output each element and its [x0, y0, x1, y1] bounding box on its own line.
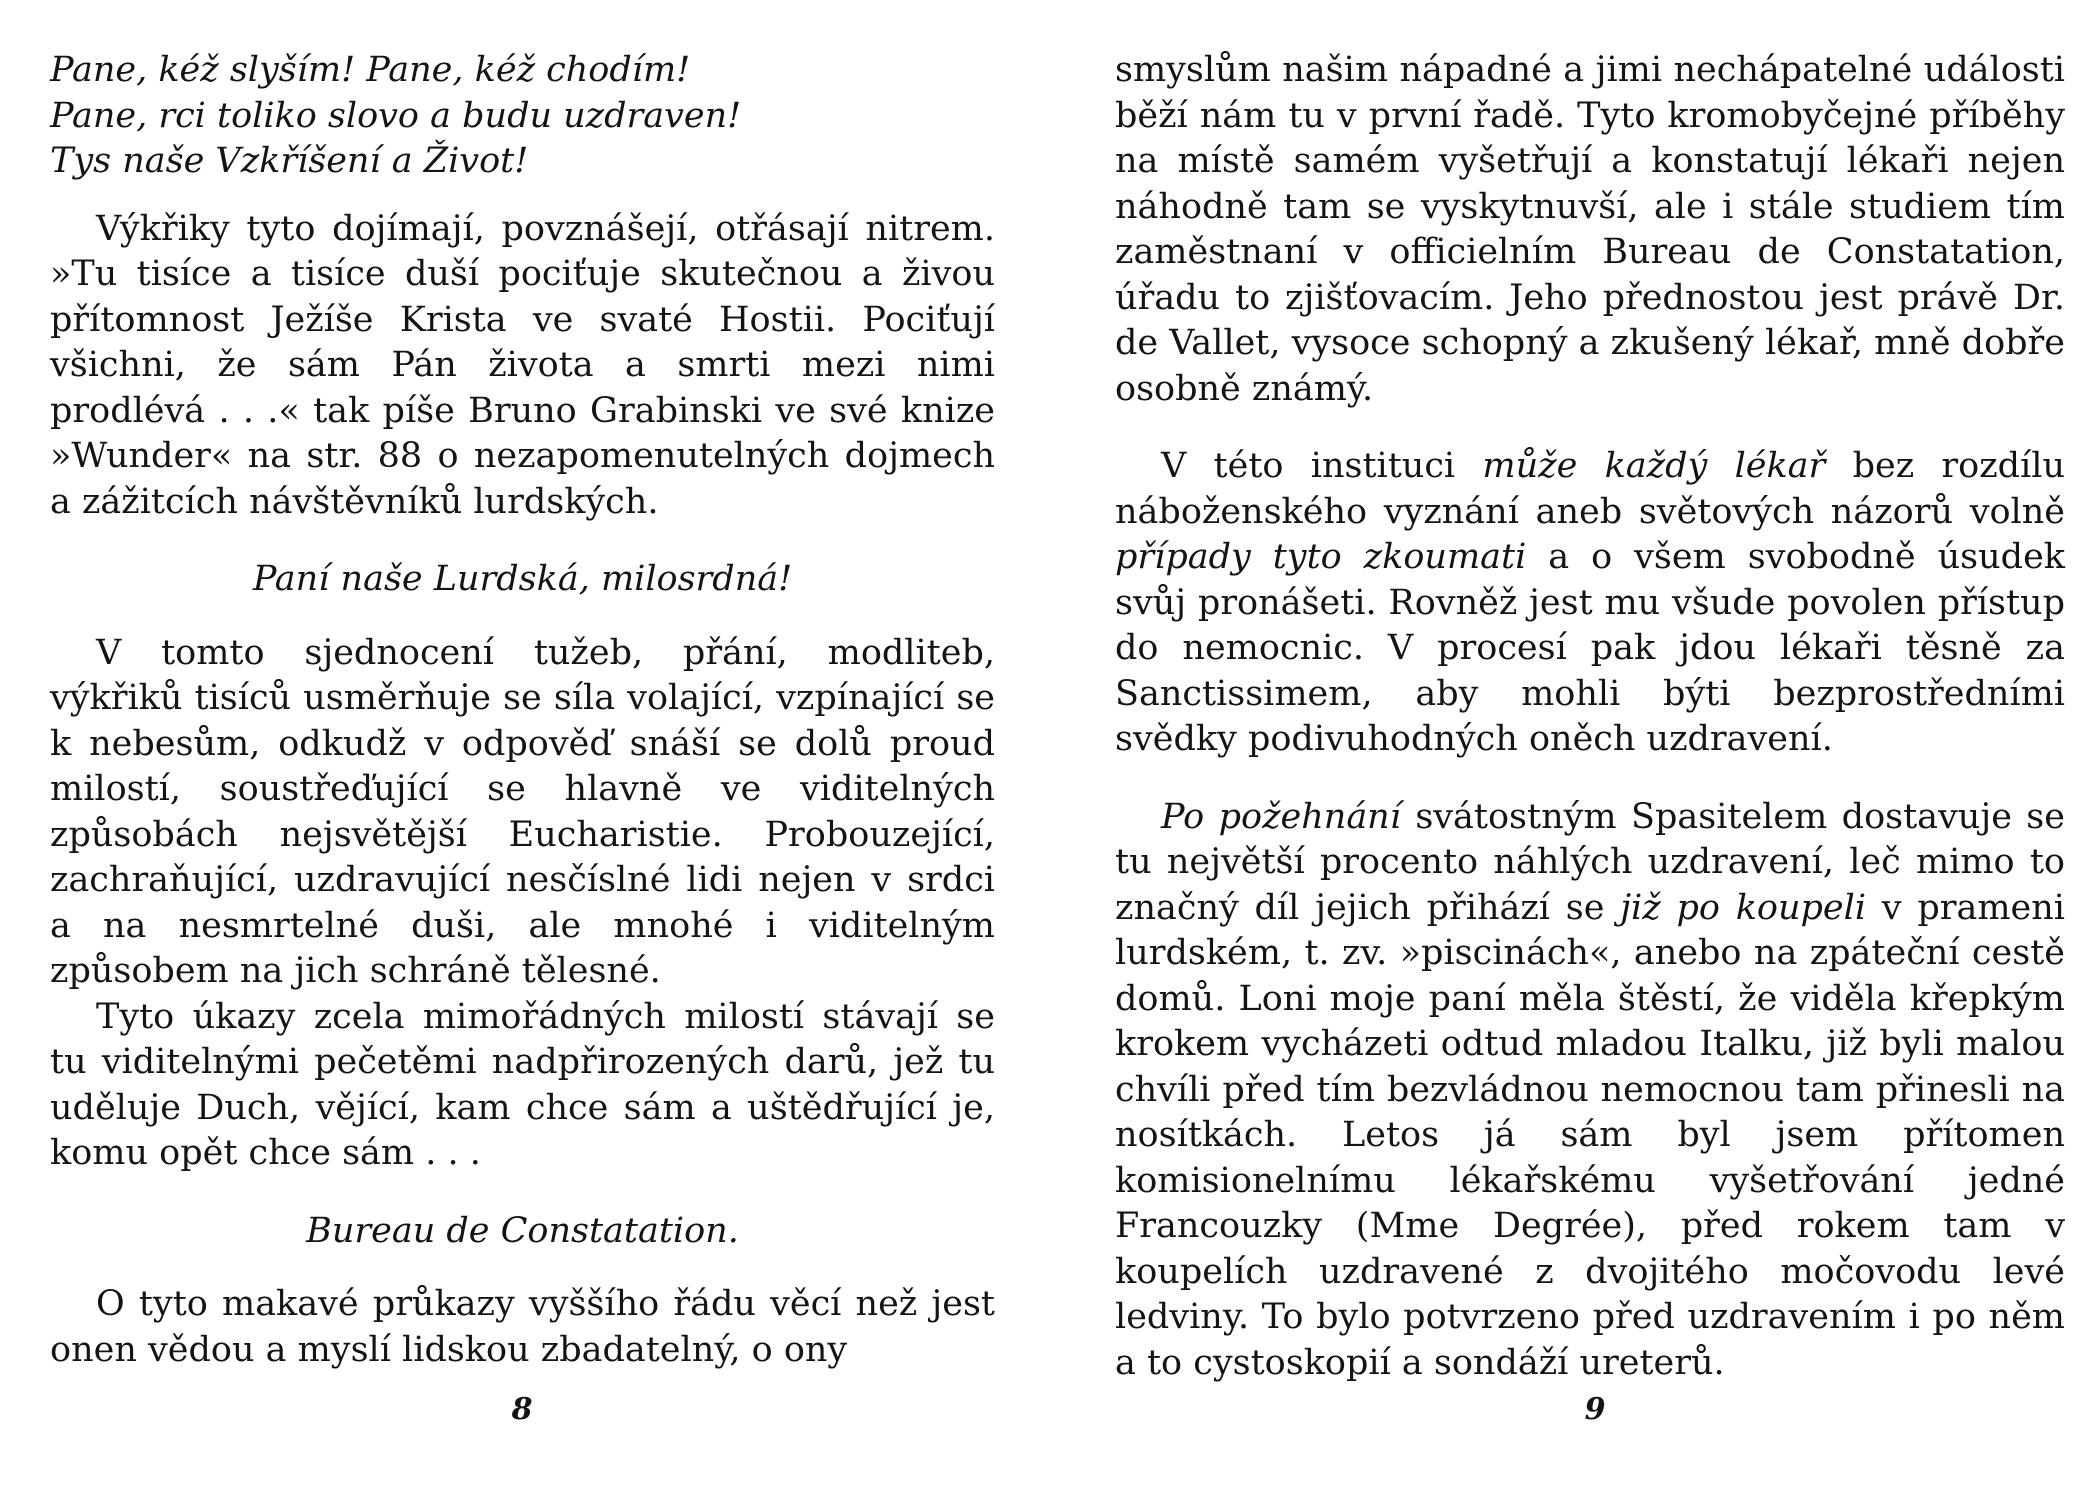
text-run: svátostným Spasitelem dostavuje se tu největší procento náhlých uzdravení, leč mimo to značný díl jejich přihází se [1115, 796, 2065, 928]
page-number: 8 [511, 1392, 533, 1427]
text-run: bez rozdílu náboženského vyznání aneb světových názorů volně [1115, 446, 2066, 532]
paragraph-3: Tyto úkazy zcela mimořádných milostí stávají se tu viditelnými pečetěmi nadpřirozených darů, jež tu uděluje Duch, vějící, kam chce sám a uštědřující je, komu opět chce sám . . . [50, 996, 995, 1173]
page-number: 9 [1584, 1392, 1606, 1427]
text-run: v prameni lurdském, t. zv. »piscinách«, anebo na zpáteční cestě domů. Loni moje paní měla štěstí, že viděla křepkým krokem vycházeti odtud mladou Italku, již byli malou chvíli před tím bezvládnou nemocnou tam přinesli na nosítkách. Letos já sám byl jsem přítomen komisionelnímu lékařskému vyšetřování jedné Francouzky (Mme Degrée), před rokem tam v koupelích uzdravené z dvojitého močovodu levé ledviny. To bylo potvrzeno před uzdravením i po něm a to cystoskopií a sondáží ureterů. [1115, 887, 2065, 1383]
right-text-column [1115, 48, 2065, 1386]
paragraph-1: Výkřiky tyto dojímají, povznášejí, otřásají nitrem. »Tu tisíce a tisíce duší pociťuje skutečnou a živou přítomnost Ježíše Krista ve svaté Hostii. Pociťují všichni, že sám Pán života a smrti mezi nimi prodlévá . . .« tak píše Bruno Grabinski ve své knize »Wunder« na str. 88 o nezapomenutelných dojmech a zážitcích návštěvníků lurdských. [50, 208, 995, 522]
paragraph-1-continued: smyslům našim nápadné a jimi nechápatelné události běží nám tu v první řadě. Tyto kromobyčejné příběhy na místě samém vyšetřují a konstatují lékaři nejen náhodně tam se vyskytnuvší, ale i stále studiem tím zaměstnaní v officielním Bureau de Constatation, úřadu to zjišťovacím. Jeho přednostou jest právě Dr. de Vallet, vysoce schopný a zkušený lékař, mně dobře osobně známý. [1115, 50, 2065, 409]
section-heading-bureau: Bureau de Constatation. [306, 1210, 739, 1251]
paragraph-2: V tomto sjednocení tužeb, přání, modliteb, výkřiků tisíců usměrňuje se síla volající, vzpínající se k nebesům, odkudž v odpověď snáší se dolů proud milostí, soustřeďující se hlavně ve viditelných způsobách nejsvětější Eucharistie. Probouzející, zachraňující, uzdravující nesčíslné lidi nejen v srdci a na nesmrtelné duši, ale mnohé i viditelným způsobem na jich schráně tělesné. [50, 632, 995, 991]
invocation-line: Tys naše Vzkříšení a Život! [50, 141, 529, 181]
left-text-column [50, 48, 995, 1373]
emphasis-run: může každý lékař [1482, 446, 1826, 486]
text-run: a o všem svobodně úsudek svůj pronášeti. Rovněž jest mu všude povolen přístup do nemocnic. V procesí pak jdou lékaři těsně za Sanctissimem, aby mohli býti bezprostředními svědky podivuhodných oněch uzdravení. [1115, 537, 2065, 759]
paragraph-4: O tyto makavé průkazy vyššího řádu věcí než jest onen vědou a myslí lidskou zbadatelný, o ony [50, 1284, 995, 1370]
emphasis-run: již po koupeli [1620, 887, 1867, 928]
right-page [1040, 0, 2094, 1500]
section-heading-pani: Paní naše Lurdská, milosrdná! [252, 559, 793, 599]
paragraph-2 [1115, 444, 2065, 763]
invocations [50, 48, 995, 185]
invocation-line: Pane, rci toliko slovo a budu uzdraven! [50, 95, 742, 136]
emphasis-run: Po požehnání [1161, 796, 1401, 837]
paragraph-3 [1115, 795, 2065, 1387]
text-run: V této instituci [1161, 446, 1483, 486]
emphasis-run: případy tyto zkoumati [1115, 537, 1527, 577]
invocation-line: Pane, kéž slyším! Pane, kéž chodím! [50, 50, 691, 90]
left-page [0, 0, 1040, 1500]
